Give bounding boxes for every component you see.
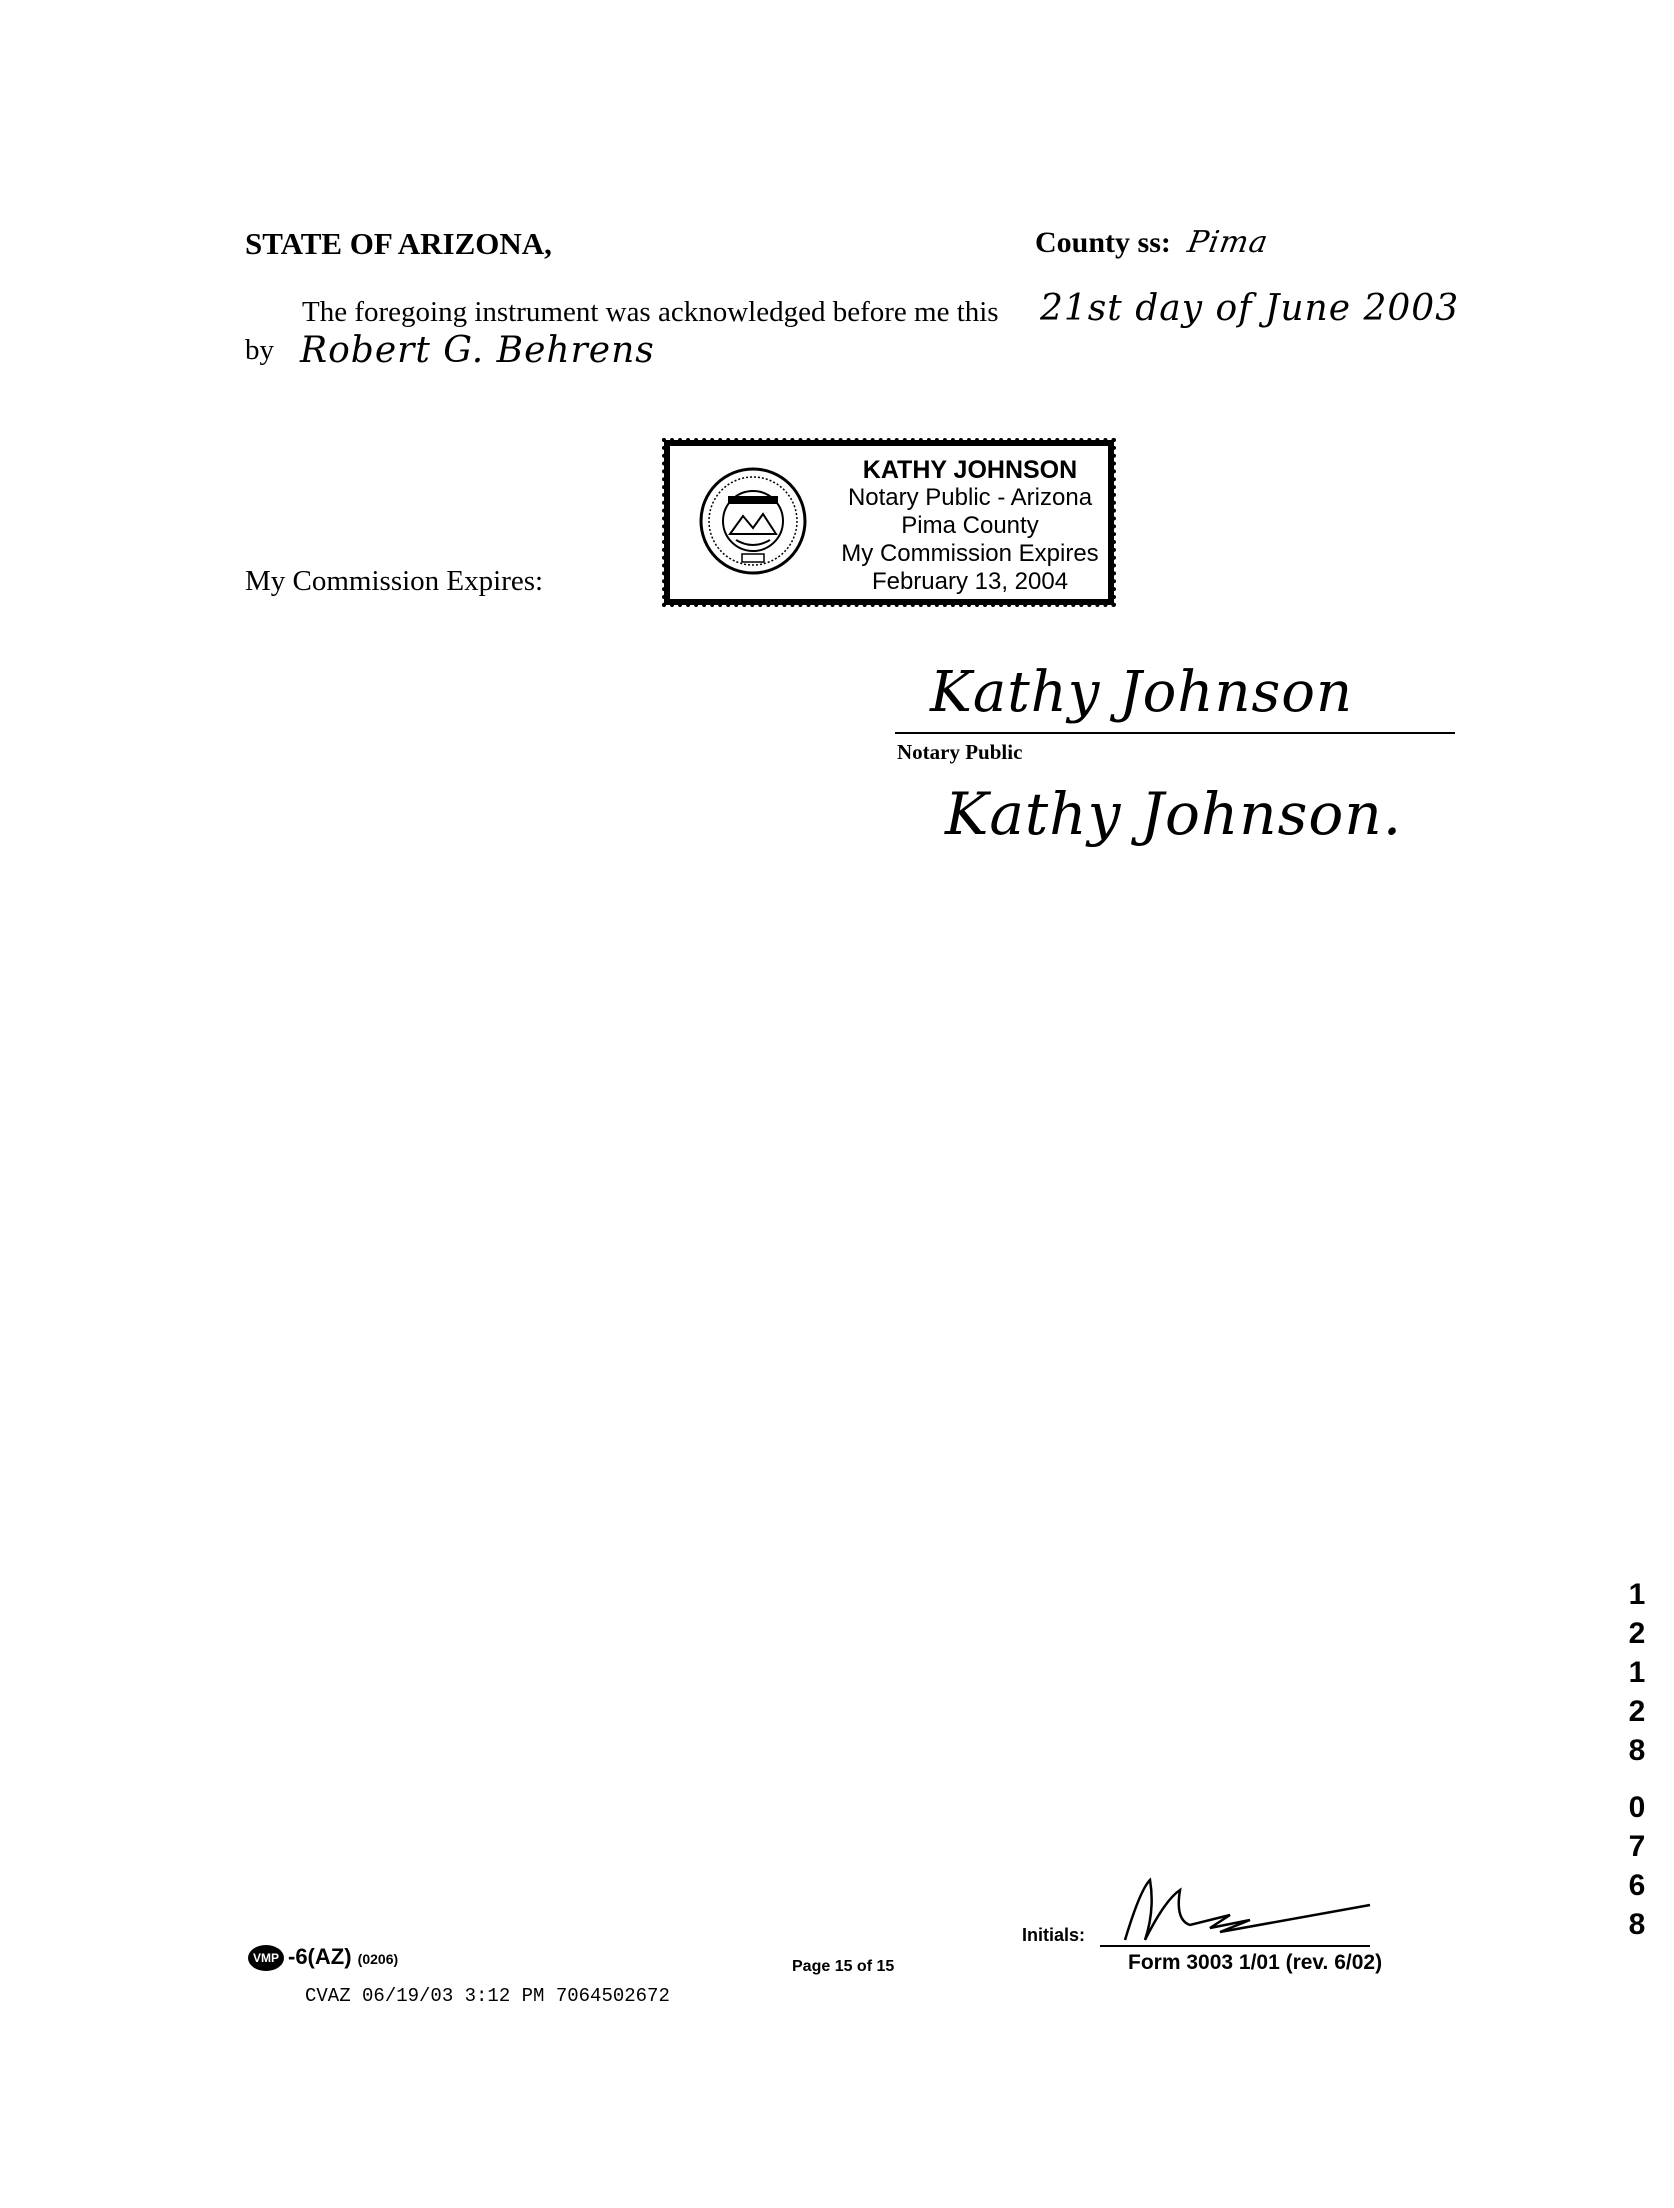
initials-line (1100, 1945, 1370, 1947)
signature-line (895, 732, 1455, 734)
stamp-notary-name: KATHY JOHNSON (862, 456, 1078, 484)
cvaz-line: CVAZ 06/19/03 3:12 PM 7064502672 (305, 1985, 670, 2007)
doc-digit: 2 (1628, 1617, 1646, 1650)
by-label: by (245, 334, 274, 366)
doc-digit: 0 (1628, 1791, 1646, 1824)
state-heading: STATE OF ARIZONA, (245, 226, 552, 261)
form-code-suffix: (0206) (357, 1951, 399, 1967)
stamp-line-3: My Commission Expires (841, 540, 1099, 567)
stamp-text (830, 456, 1110, 596)
doc-digit: 7 (1628, 1830, 1646, 1863)
county-label: County ss: (1035, 226, 1171, 259)
arizona-seal-icon (698, 466, 808, 576)
doc-number-gap (1622, 1770, 1652, 1788)
notary-printed-name-handwritten: Kathy Johnson. (945, 780, 1403, 848)
initials-label: Initials: (1022, 1925, 1086, 1945)
form-code-main: -6(AZ) (288, 1944, 352, 1969)
form-code (288, 1944, 398, 1970)
document-number (1622, 1575, 1652, 1944)
acknowledgment-date-handwritten: 21st day of June 2003 (1040, 288, 1460, 329)
doc-digit: 8 (1628, 1734, 1646, 1767)
form-number: Form 3003 1/01 (rev. 6/02) (1128, 1951, 1383, 1974)
doc-digit: 2 (1628, 1695, 1646, 1728)
commission-expires-label: My Commission Expires: (245, 565, 544, 597)
notary-stamp (664, 440, 1114, 605)
doc-digit: 1 (1628, 1578, 1646, 1611)
doc-digit: 8 (1628, 1908, 1646, 1941)
doc-digit: 1 (1628, 1656, 1646, 1689)
notary-signature: Kathy Johnson (930, 660, 1354, 725)
page-number: Page 15 of 15 (792, 1958, 895, 1975)
county-handwritten: Pima (1184, 225, 1272, 260)
stamp-line-2: Pima County (901, 512, 1039, 539)
acknowledgment-text: The foregoing instrument was acknowledged before me this (302, 296, 999, 328)
notary-public-label: Notary Public (897, 740, 1023, 764)
stamp-line-1: Notary Public - Arizona (847, 484, 1093, 511)
signer-name-handwritten: Robert G. Behrens (300, 330, 655, 371)
stamp-line-4: February 13, 2004 (871, 568, 1069, 595)
doc-digit: 6 (1628, 1869, 1646, 1902)
vmp-logo-icon: VMP (248, 1945, 284, 1971)
initials-signature-icon (1120, 1870, 1380, 1950)
